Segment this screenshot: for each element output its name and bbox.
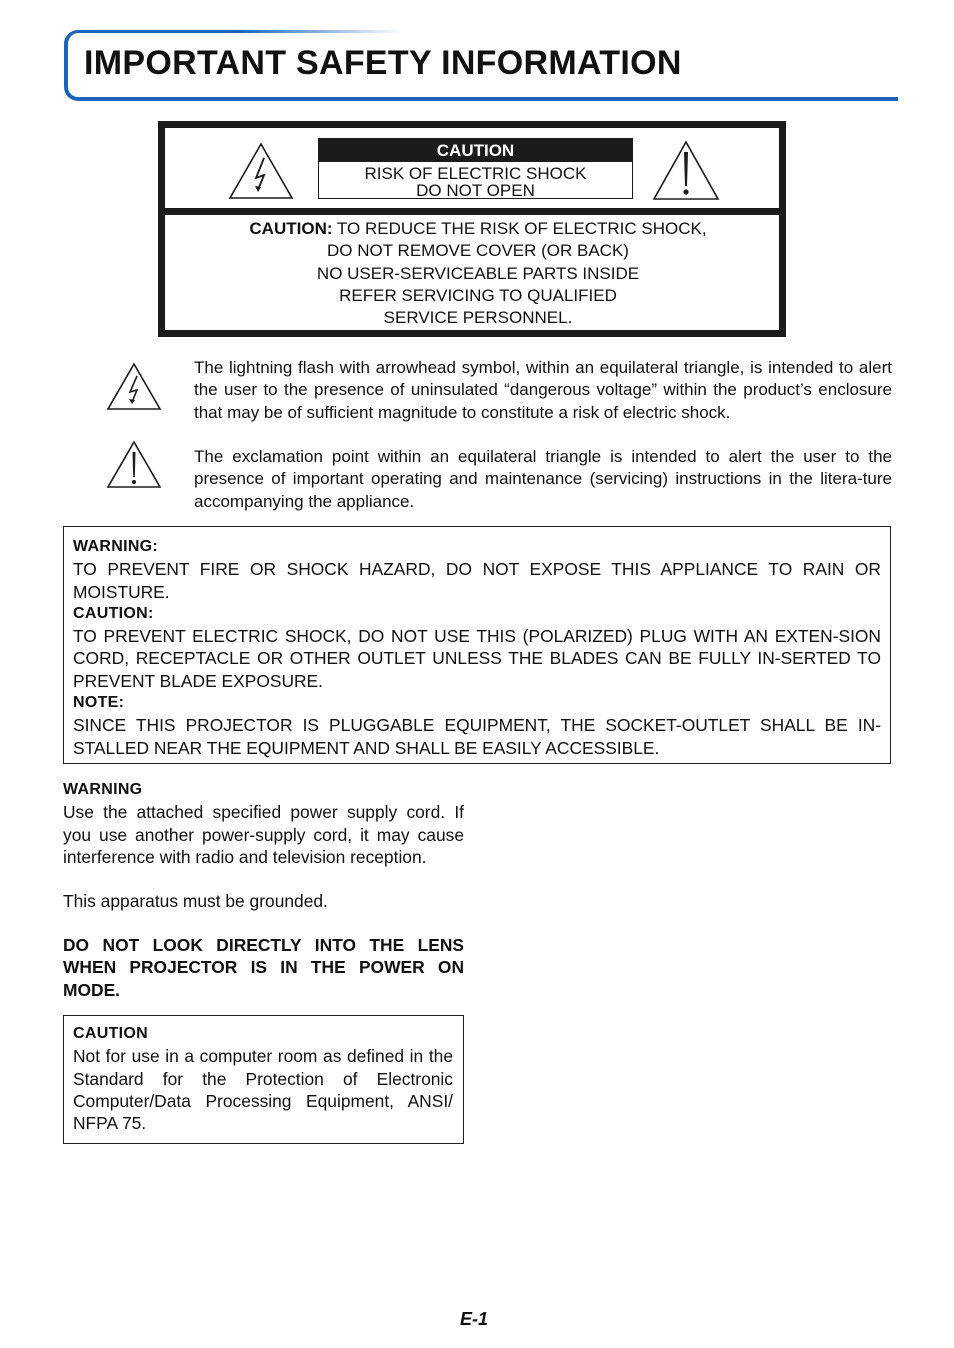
- caution-heading: CAUTION:: [73, 604, 154, 622]
- note-heading: NOTE:: [73, 694, 125, 712]
- lightning-symbol-icon: [106, 362, 162, 412]
- page-title: IMPORTANT SAFETY INFORMATION: [84, 44, 682, 82]
- exclamation-symbol-icon: [106, 440, 162, 490]
- caution-label-body-line2: DO NOT REMOVE COVER (OR BACK): [327, 241, 629, 261]
- caution-label-heading: CAUTION: [319, 139, 632, 162]
- caution-text: TO PREVENT ELECTRIC SHOCK, DO NOT USE THIS (POLARIZED) PLUG WITH AN EXTEN-SION CORD, RECEPTACLE OR OTHER OUTLET UNLESS THE BLADES CAN BE FULLY IN-SERTED TO PREVENT BLADE EXPOSURE.: [73, 626, 881, 691]
- left-warning-heading: WARNING: [63, 781, 143, 798]
- caution-label-body-line3: NO USER-SERVICEABLE PARTS INSIDE: [316, 263, 640, 283]
- note-text: SINCE THIS PROJECTOR IS PLUGGABLE EQUIPMENT, THE SOCKET-OUTLET SHALL BE IN-STALLED NEAR THE EQUIPMENT AND SHALL BE EASILY ACCESSIBLE.: [73, 715, 881, 758]
- left-warning-text: Use the attached specified power supply cord. If you use another power-supply cord, it may cause interference with radio and television reception.: [63, 802, 464, 867]
- caution-label-body-line5: SERVICE PERSONNEL.: [383, 308, 573, 328]
- page-number: E-1: [460, 1309, 489, 1329]
- lightning-symbol-text: The lightning flash with arrowhead symbol, within an equilateral triangle, is intended to alert the user to the presence of uninsulated “dangerous voltage” within the product’s enclosure that may be of sufficient magnitude to constitute a risk of electric shock.: [194, 358, 892, 422]
- grounded-text: This apparatus must be grounded.: [63, 891, 328, 911]
- left-warning-section: [63, 779, 464, 868]
- exclamation-triangle-icon: [652, 140, 720, 202]
- lightning-triangle-icon: [228, 142, 294, 200]
- caution-label-line2: DO NOT OPEN: [416, 181, 535, 200]
- warning-heading: WARNING:: [73, 538, 159, 555]
- caution-label-divider: [158, 208, 786, 215]
- caution-label-body-line4: REFER SERVICING TO QUALIFIED: [339, 285, 617, 305]
- lens-warning-text: DO NOT LOOK DIRECTLY INTO THE LENS WHEN PROJECTOR IS IN THE POWER ON MODE.: [63, 935, 464, 1000]
- caution-label-body-lead: CAUTION:: [249, 219, 333, 238]
- computer-room-caution-heading: CAUTION: [73, 1025, 148, 1042]
- computer-room-caution-text: Not for use in a computer room as defined in the Standard for the Protection of Electronic Computer/Data Processing Equipment, ANSI/ NFPA 75.: [73, 1046, 453, 1134]
- caution-label-body: [170, 218, 786, 329]
- computer-room-caution-content: [73, 1023, 453, 1134]
- warning-text: TO PREVENT FIRE OR SHOCK HAZARD, DO NOT EXPOSE THIS APPLIANCE TO RAIN OR MOISTURE.: [73, 559, 881, 602]
- caution-label-body-line1: TO REDUCE THE RISK OF ELECTRIC SHOCK,: [332, 219, 707, 238]
- warning-box-content: [73, 536, 881, 759]
- exclamation-symbol-text: The exclamation point within an equilateral triangle is intended to alert the user to the presence of important operating and maintenance (servicing) instructions in the litera-ture accompanying the appliance.: [194, 447, 892, 511]
- caution-label-line1: RISK OF ELECTRIC SHOCK: [364, 164, 587, 183]
- caution-inner-label: [318, 138, 633, 199]
